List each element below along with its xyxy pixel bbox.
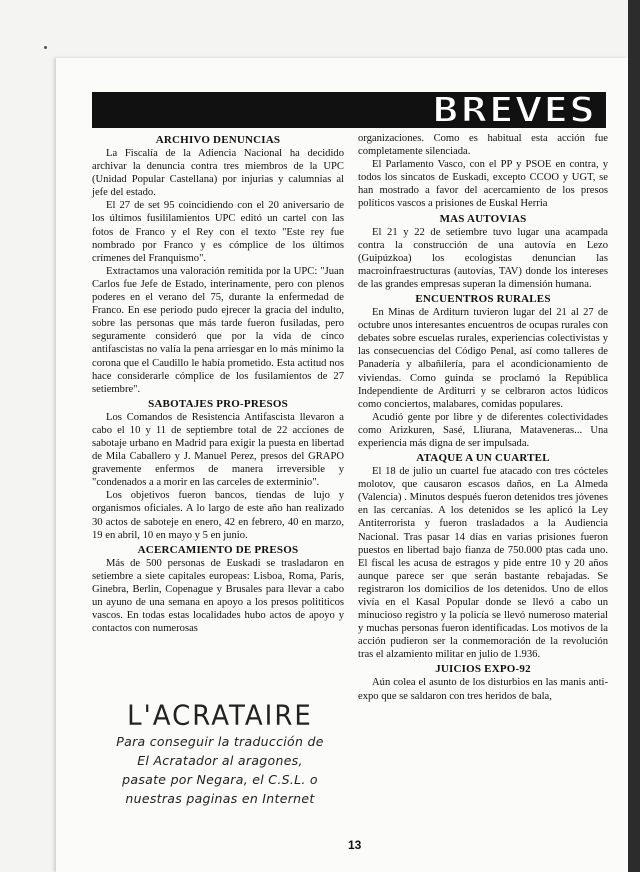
article-heading: ACERCAMIENTO DE PRESOS (137, 543, 299, 556)
article-heading: JUICIOS EXPO-92 (435, 663, 531, 676)
article-paragraph: En Minas de Arditurn tuvieron lugar del 21 al 27 de octubre unos interesantes encuentros de ocupas rurales con debates sobre escuelas rurales, experiencias colectivistas y las consecuencias del Código Penal, así como talleres de Panadería y albañilería, para el acondicionamiento de viviendas. Como guinda se proclamó la República Independiente de Arditurri y se celbraron actos lúdicos como conciertos, malabares, comidas populares. (358, 307, 608, 410)
acrataire-title: L'ACRATAIRE (127, 700, 313, 732)
article-paragraph: El 18 de julio un cuartel fue atacado con tres cócteles molotov, que causaron escasos daños, en La Almeda (Valencia) . Minutos después fueron detenidos tres jóvenes en las cercanías. A los detenidos se les aplicó la Ley Antiterrorista y fueron trasladados a la Audiencia Nacional. Tras pasar 14 días en varias prisiones fueron puestos en libertad bajo fianza de 750.000 ptas cada uno. El fiscal les acusa de estragos y pide entre 10 y 20 años aunque parece ser que serán bastante rebajadas. Se registraron los domicilios de los detenidos. Uno de ellos vivía en el Kasal Popular donde se llevó a cabo un minucioso registro y la policía se llevó numeroso material y muchas personas fueron identificadas. Los motivos de la acción pudieron ser la conmemoración de la revolución tras el alzamiento militar en julio de 1.936. (358, 466, 608, 661)
article-paragraph: Extractamos una valoración remitida por la UPC: "Juan Carlos fue Jefe de Estado, interinamente, pero con plenos poderes en el verano del 75, durante la enfermedad de Franco. En ese periodo pudo ejrecer la gracia del indulto, sobre las personas que más tarde fueron fusiladas, pero seguramente consideró que por la vida de cinco antifascistas no valía la pena arriesgar en lo más mínimo la corona que el Caudillo le había prometido. Esta actitud nos hace considerarle cómplice de los fusilamientos de 27 setiembre". (92, 265, 344, 395)
acrataire-ad (92, 700, 348, 808)
page-number: 13 (348, 838, 362, 852)
article-heading: ENCUENTROS RURALES (415, 293, 551, 306)
right-column (358, 132, 608, 703)
acrataire-line: nuestras paginas en Internet (125, 791, 315, 806)
article-paragraph: Acudió gente por libre y de diferentes colectividades como Arizkuren, Sasé, Lliurana, Mataveneras... Una experiencia más digna de ser impulsada. (358, 411, 608, 449)
article-paragraph: El Parlamento Vasco, con el PP y PSOE en contra, y todos los sincatos de Euskadi, excepto CCOO y UGT, se han mostrado a favor del acercamiento de los presos políticos vascos a prisiones de Euskal Herria (358, 159, 608, 210)
article-paragraph: Aún colea el asunto de los disturbios en las manis anti-expo que se saldaron con tres heridos de bala, (358, 677, 608, 702)
article-paragraph: Los Comandos de Resistencia Antifascista llevaron a cabo el 10 y 11 de septiembre total de 22 acciones de sabotaje urbano en Madrid para exigir la puesta en libertad de Mila Caballero y J. Manuel Perez, presos del GRAPO gravemente enfermos de manera irreversible y "condenados a a morir en las carceles de exterminio". (92, 411, 344, 489)
article-paragraph: organizaciones. Como es habitual esta acción fue completamente silenciada. (358, 133, 608, 158)
acrataire-line: Para conseguir la traducción de (116, 734, 324, 749)
article-paragraph: El 27 de set 95 coincidiendo con el 20 aniversario de los últimos fusililamientos UPC editó un cartel con las fotos de Franco y el Rey con el texto "Este rey fue nombrado por Franco y es cómplice de los últimos crímenes del Franquismo". (92, 200, 344, 264)
article-paragraph: La Fiscalía de la Adiencia Nacional ha decidido archivar la denuncia contra tres miembros de la UPC (Unidad Popular Castellana) por injurias y calumnias al jefe del estado. (92, 148, 344, 199)
article-heading: MAS AUTOVIAS (439, 212, 527, 225)
article-heading: SABOTAJES PRO-PRESOS (148, 397, 288, 410)
section-banner (92, 90, 606, 131)
left-column (92, 132, 344, 635)
article-heading: ATAQUE A UN CUARTEL (416, 452, 550, 465)
banner-title: BREVES (431, 90, 596, 131)
article-heading: ARCHIVO DENUNCIAS (155, 134, 281, 146)
article-paragraph: Más de 500 personas de Euskadi se trasladaron en setiembre a siete capitales europeas: Lisboa, Roma, Paris, Ginebra, Berlin, Copenague y Brusales para llevar a cabo un ayuno de una semana en apoyo a los presos polititicos vascos. En todas estas localidades hubo actos de apoyo y contactos con numerosas (92, 557, 344, 635)
article-paragraph: El 21 y 22 de setiembre tuvo lugar una acampada contra la construcción de una autovía en Lezo (Guipúzkoa) los ecologistas denuncian las macroinfraestructuras (autovías, TAV) donde los intereses de las grandes empresas superan la dimensión humana. (358, 226, 608, 290)
acrataire-line: El Acratador al aragones, (137, 753, 303, 768)
scan-speck (44, 46, 47, 49)
article-paragraph: Los objetivos fueron bancos, tiendas de lujo y organismos oficiales. A lo largo de este año han realizado 30 actos de saboteje en enero, 42 en febrero, 40 en marzo, 19 en abril, 10 en mayo y 5 en junio. (92, 490, 344, 541)
acrataire-line: pasate por Negara, el C.S.L. o (122, 772, 318, 787)
